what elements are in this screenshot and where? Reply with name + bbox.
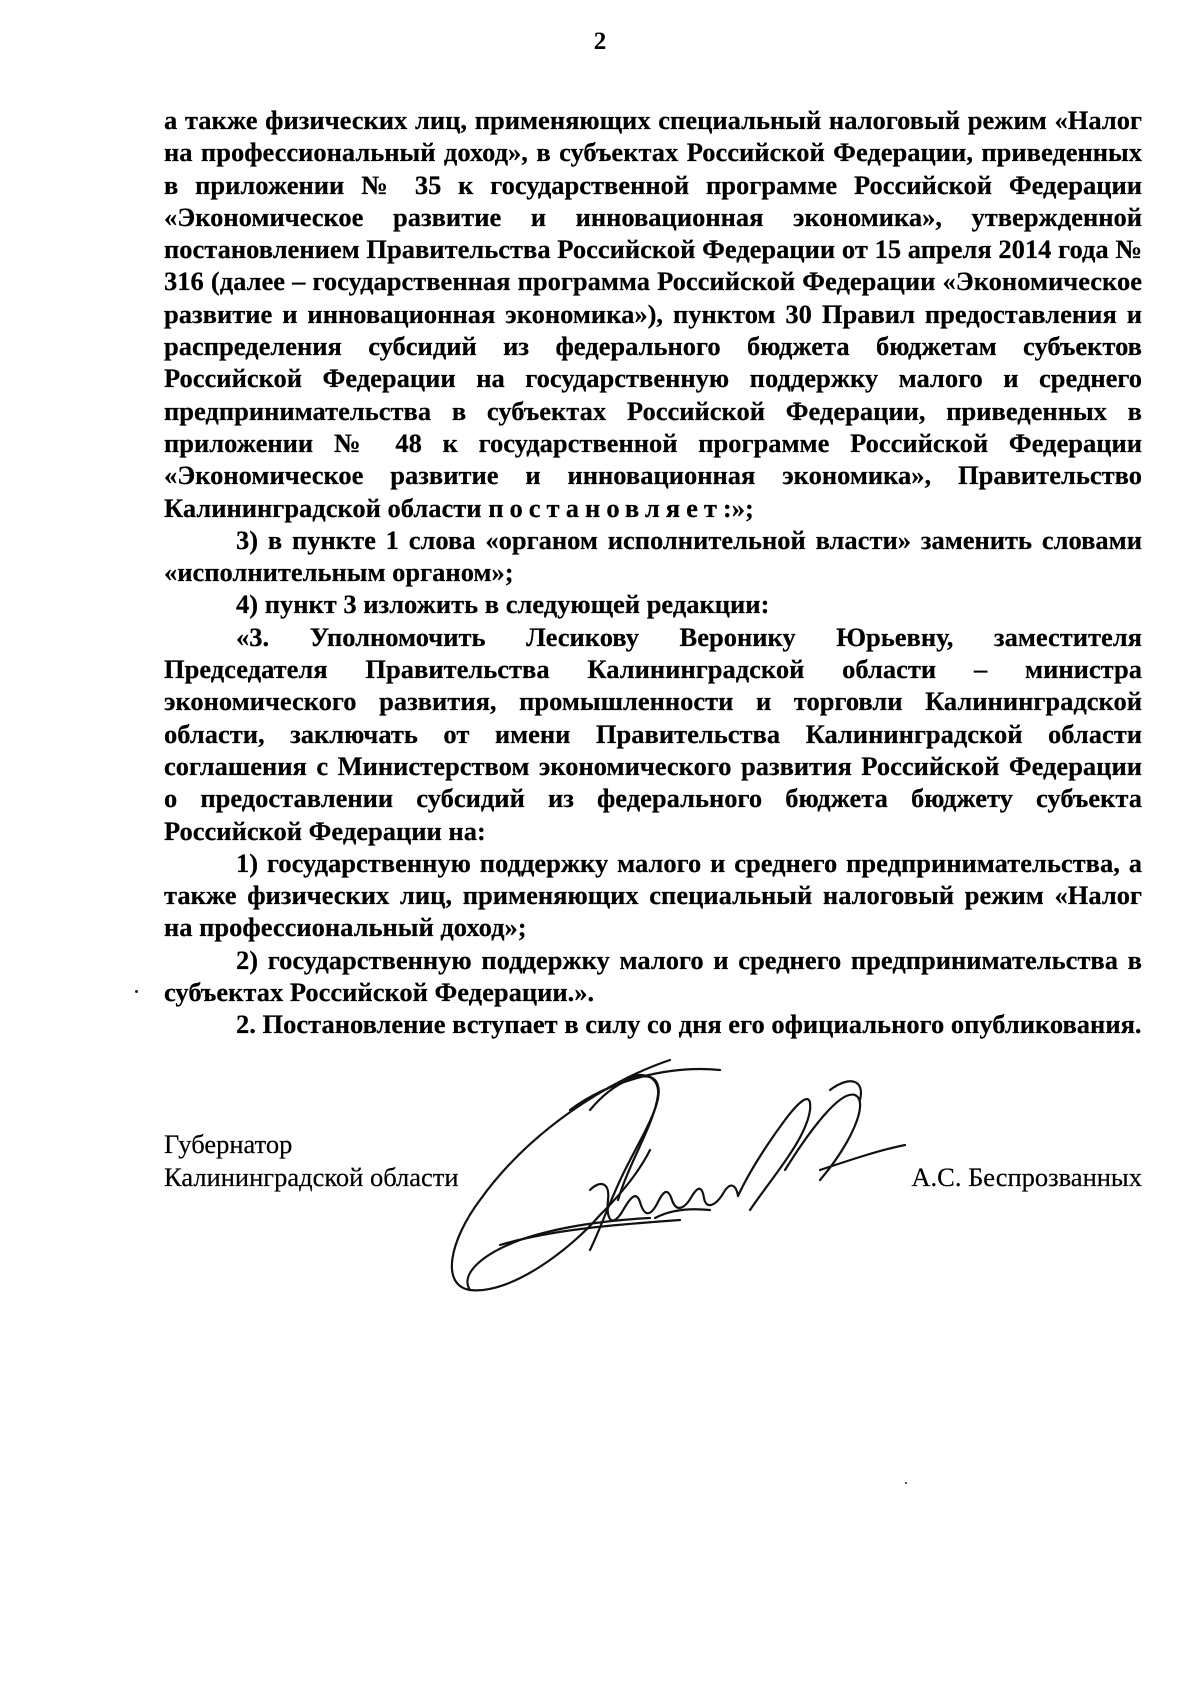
- paragraph-7: [164, 1008, 1142, 1040]
- paragraph-text: а также физических лиц, применяющих специальный налоговый режим «Налог на профессиональный доход», в субъектах Российской Федерации, приведенных в приложении № 35 к государственной программе Российской Федерации «Экономическое развитие и инновационная экономика», утвержденной постановлением Правительства Российской Федерации от 15 апреля 2014 года № 316 (далее – государственная программа Российской Федерации «Экономическое развитие и инновационная экономика»), пунктом 30 Правил предоставления и распределения субсидий из федерального бюджета бюджетам субъектов Российской Федерации на государственную поддержку малого и среднего предпринимательства в субъектах Российской Федерации, приведенных в приложении № 48 к государственной программе Российской Федерации «Экономическое развитие и инновационная экономика», Правительство Калининградской области: [164, 105, 1142, 523]
- paragraph-text: 4) пункт 3 изложить в следующей редакции:: [236, 589, 770, 620]
- paragraph-text-end: :»;: [722, 492, 754, 523]
- paragraph-text: 3) в пункте 1 слова «органом исполнительной власти» заменить словами «исполнительным органом»;: [164, 524, 1142, 588]
- page-number: 2: [593, 28, 607, 55]
- paragraph-6: [164, 944, 1142, 1009]
- paragraph-text: 2) государственную поддержку малого и среднего предпринимательства в субъектах Российской Федерации.».: [164, 944, 1142, 1008]
- scan-speck: [905, 1482, 907, 1484]
- scan-speck: [135, 990, 138, 993]
- document-body: [164, 104, 1142, 1041]
- signatory-title: [164, 1128, 459, 1194]
- signatory-title-line-1: Губернатор: [164, 1129, 293, 1159]
- paragraph-text: «3. Уполномочить Лесикову Веронику Юрьевну, заместителя Председателя Правительства Калининградской области – министра экономического развития, промышленности и торговли Калининградской области, заключать от имени Правительства Калининградской области соглашения с Министерством экономического развития Российской Федерации о предоставлении субсидий из федерального бюджета бюджету субъекта Российской Федерации на:: [164, 621, 1142, 846]
- paragraph-4: [164, 621, 1142, 847]
- signatory-title-line-2: Калининградской области: [164, 1162, 459, 1192]
- paragraph-5: [164, 847, 1142, 944]
- handwritten-signature: [440, 1050, 960, 1300]
- paragraph-2: [164, 524, 1142, 589]
- paragraph-1: [164, 104, 1142, 524]
- paragraph-text: 2. Постановление вступает в силу со дня его официального опубликования.: [236, 1009, 1142, 1040]
- paragraph-text: 1) государственную поддержку малого и среднего предпринимательства, а также физических лиц, применяющих специальный налоговый режим «Налог на профессиональный доход»;: [164, 847, 1142, 943]
- spaced-keyword: постановляет: [488, 492, 723, 523]
- paragraph-3: [164, 588, 1142, 620]
- signatory-name: А.С. Беспрозванных: [911, 1162, 1142, 1192]
